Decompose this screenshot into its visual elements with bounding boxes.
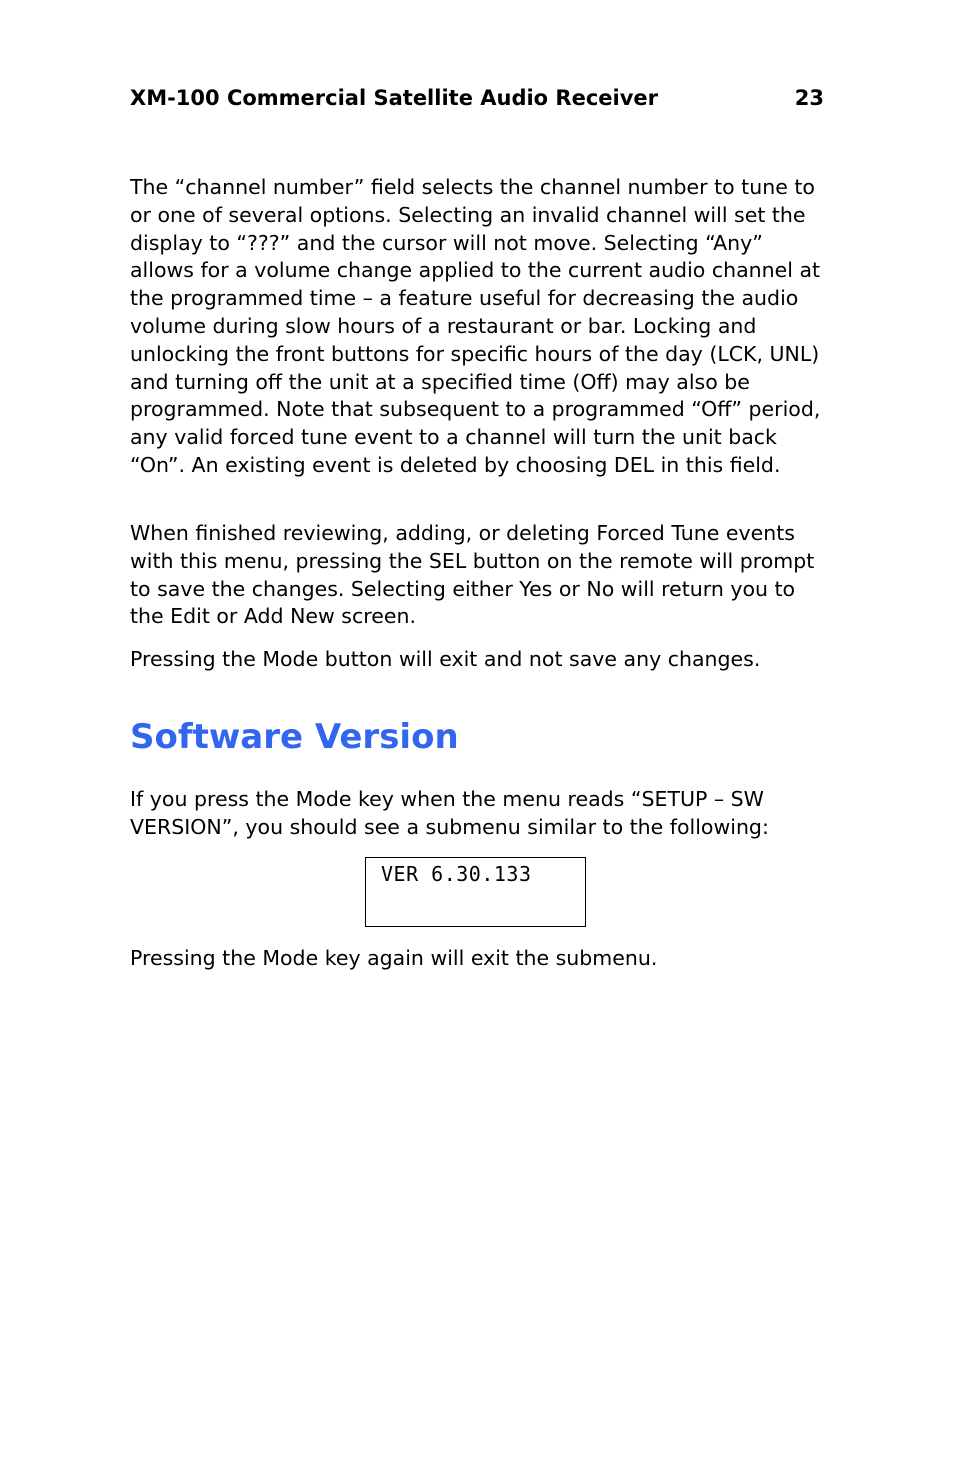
lcd-display-box [365,857,586,927]
paragraph-software-version-intro: If you press the Mode key when the menu reads “SETUP – SW VERSION”, you should see a submenu similar to the following: [130,787,769,839]
paragraph-channel-number: The “channel number” field selects the channel number to tune to or one of several options. Selecting an invalid channel will set the display to “???” and the cursor will not move. Selecting “Any” allows for a volume change applied to the current audio channel at the programmed time – a feature useful for decreasing the audio volume during slow hours of a restaurant or bar. Locking and unlocking the front buttons for specific hours of the day (LCK, UNL) and turning off the unit at a specified time (Off) may also be programmed. Note that subsequent to a programmed “Off” period, any valid forced tune event to a channel will turn the unit back “On”. An existing event is deleted by choosing DEL in this field. [130,175,821,477]
running-header [130,84,824,112]
paragraph-software-version-outro: Pressing the Mode key again will exit the submenu. [130,946,658,970]
lcd-display-text: VER 6.30.133 [381,862,532,886]
section-heading-software-version: Software Version [130,717,459,757]
paragraph-save-changes: When finished reviewing, adding, or deleting Forced Tune events with this menu, pressing the SEL button on the remote will prompt to save the changes. Selecting either Yes or No will return you to the Edit or Add New screen. [130,521,815,629]
page-number: 23 [794,86,824,110]
paragraph-mode-exit: Pressing the Mode button will exit and not save any changes. [130,647,761,671]
header-title: XM-100 Commercial Satellite Audio Receiver [130,86,659,110]
